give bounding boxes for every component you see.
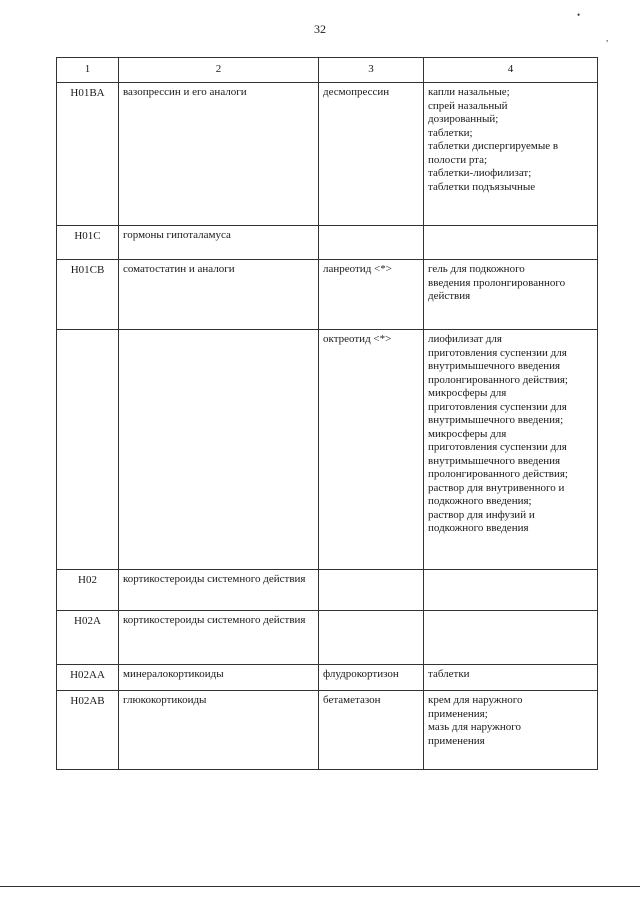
dosage-form-line: капли назальные; xyxy=(428,86,510,98)
dosage-form-line: мазь для наружного xyxy=(428,721,521,733)
dosage-form-line: подкожного введения; xyxy=(428,495,532,507)
scan-speck-mark: , xyxy=(606,33,609,43)
atc-code-cell: H01BA xyxy=(57,83,119,226)
atc-code-cell xyxy=(57,330,119,570)
atc-code-cell: H02AB xyxy=(57,691,119,770)
dosage-form-line: микросферы для xyxy=(428,387,507,399)
atc-code-cell: H01CB xyxy=(57,260,119,330)
header-col-3: 3 xyxy=(319,58,424,83)
drug-name-cell: ланреотид <*> xyxy=(319,260,424,330)
dosage-form-line: приготовления суспензии для xyxy=(428,346,567,359)
drug-name-cell xyxy=(319,611,424,665)
dosage-form-line: дозированный; xyxy=(428,113,499,125)
dosage-form-line: таблетки-лиофилизат; xyxy=(428,167,532,179)
dosage-form-line: гель для подкожного xyxy=(428,263,525,275)
header-col-1: 1 xyxy=(57,58,119,83)
group-name-cell xyxy=(119,330,319,570)
drug-name-cell xyxy=(319,570,424,611)
dosage-forms-cell xyxy=(424,691,598,770)
header-col-2: 2 xyxy=(119,58,319,83)
dosage-form-line: приготовления суспензии для xyxy=(428,400,567,413)
dosage-form-line: микросферы для xyxy=(428,427,507,440)
table-row xyxy=(57,570,598,611)
group-name-cell: соматостатин и аналоги xyxy=(119,260,319,330)
atc-code-cell: H01C xyxy=(57,226,119,260)
dosage-form-line: подкожного введения xyxy=(428,522,529,534)
dosage-form-line: применения; xyxy=(428,707,488,720)
dosage-forms-cell xyxy=(424,611,598,665)
drug-name-cell: октреотид <*> xyxy=(319,330,424,570)
dosage-form-line: внутримышечного введения; xyxy=(428,414,564,426)
dosage-form-line: лиофилизат для xyxy=(428,333,502,345)
dosage-form-line: введения пролонгированного xyxy=(428,276,566,289)
group-name-cell: минералокортикоиды xyxy=(119,665,319,691)
dosage-forms-cell xyxy=(424,83,598,226)
dosage-form-line: применения xyxy=(428,734,485,747)
dosage-forms-cell xyxy=(424,570,598,611)
table-row xyxy=(57,330,598,570)
dosage-forms-cell xyxy=(424,330,598,570)
drug-name-cell: бетаметазон xyxy=(319,691,424,770)
table-row xyxy=(57,260,598,330)
atc-code-cell: H02A xyxy=(57,611,119,665)
dosage-form-line: раствор для внутривенного и xyxy=(428,481,565,494)
dosage-form-line: таблетки подъязычные xyxy=(428,180,536,193)
dosage-form-line: таблетки xyxy=(428,668,470,680)
dosage-forms-cell xyxy=(424,226,598,260)
dosage-form-line: крем для наружного xyxy=(428,694,523,706)
dosage-form-line: пролонгированного действия; xyxy=(428,468,568,480)
atc-code-cell: H02AA xyxy=(57,665,119,691)
dosage-form-line: таблетки; xyxy=(428,126,473,139)
group-name-cell: кортикостероиды системного действия xyxy=(119,611,319,665)
page-number: 32 xyxy=(314,22,326,36)
table-row xyxy=(57,226,598,260)
dosage-form-line: приготовления суспензии для xyxy=(428,441,567,453)
table-row xyxy=(57,665,598,691)
drug-name-cell xyxy=(319,226,424,260)
dosage-form-line: раствор для инфузий и xyxy=(428,508,535,521)
drug-name-cell: десмопрессин xyxy=(319,83,424,226)
header-col-4: 4 xyxy=(424,58,598,83)
group-name-cell: кортикостероиды системного действия xyxy=(119,570,319,611)
atc-code-cell: H02 xyxy=(57,570,119,611)
dosage-form-line: таблетки диспергируемые в xyxy=(428,140,559,152)
drug-name-cell: флудрокортизон xyxy=(319,665,424,691)
dosage-form-line: действия xyxy=(428,290,471,302)
dosage-form-line: полости рта; xyxy=(428,153,488,166)
table-row xyxy=(57,611,598,665)
group-name-cell: гормоны гипоталамуса xyxy=(119,226,319,260)
bottom-rule xyxy=(0,886,640,887)
dosage-forms-cell xyxy=(424,665,598,691)
dosage-form-line: внутримышечного введения xyxy=(428,454,561,467)
dosage-form-line: спрей назальный xyxy=(428,99,508,112)
drug-classification-table xyxy=(56,57,598,770)
dosage-form-line: пролонгированного действия; xyxy=(428,373,568,386)
dosage-forms-cell xyxy=(424,260,598,330)
group-name-cell: вазопрессин и его аналоги xyxy=(119,83,319,226)
group-name-cell: глюкокортикоиды xyxy=(119,691,319,770)
table-header-row xyxy=(57,58,598,83)
dosage-form-line: внутримышечного введения xyxy=(428,360,561,372)
table-row xyxy=(57,83,598,226)
scan-speck-mark: • xyxy=(577,10,581,20)
table-row xyxy=(57,691,598,770)
